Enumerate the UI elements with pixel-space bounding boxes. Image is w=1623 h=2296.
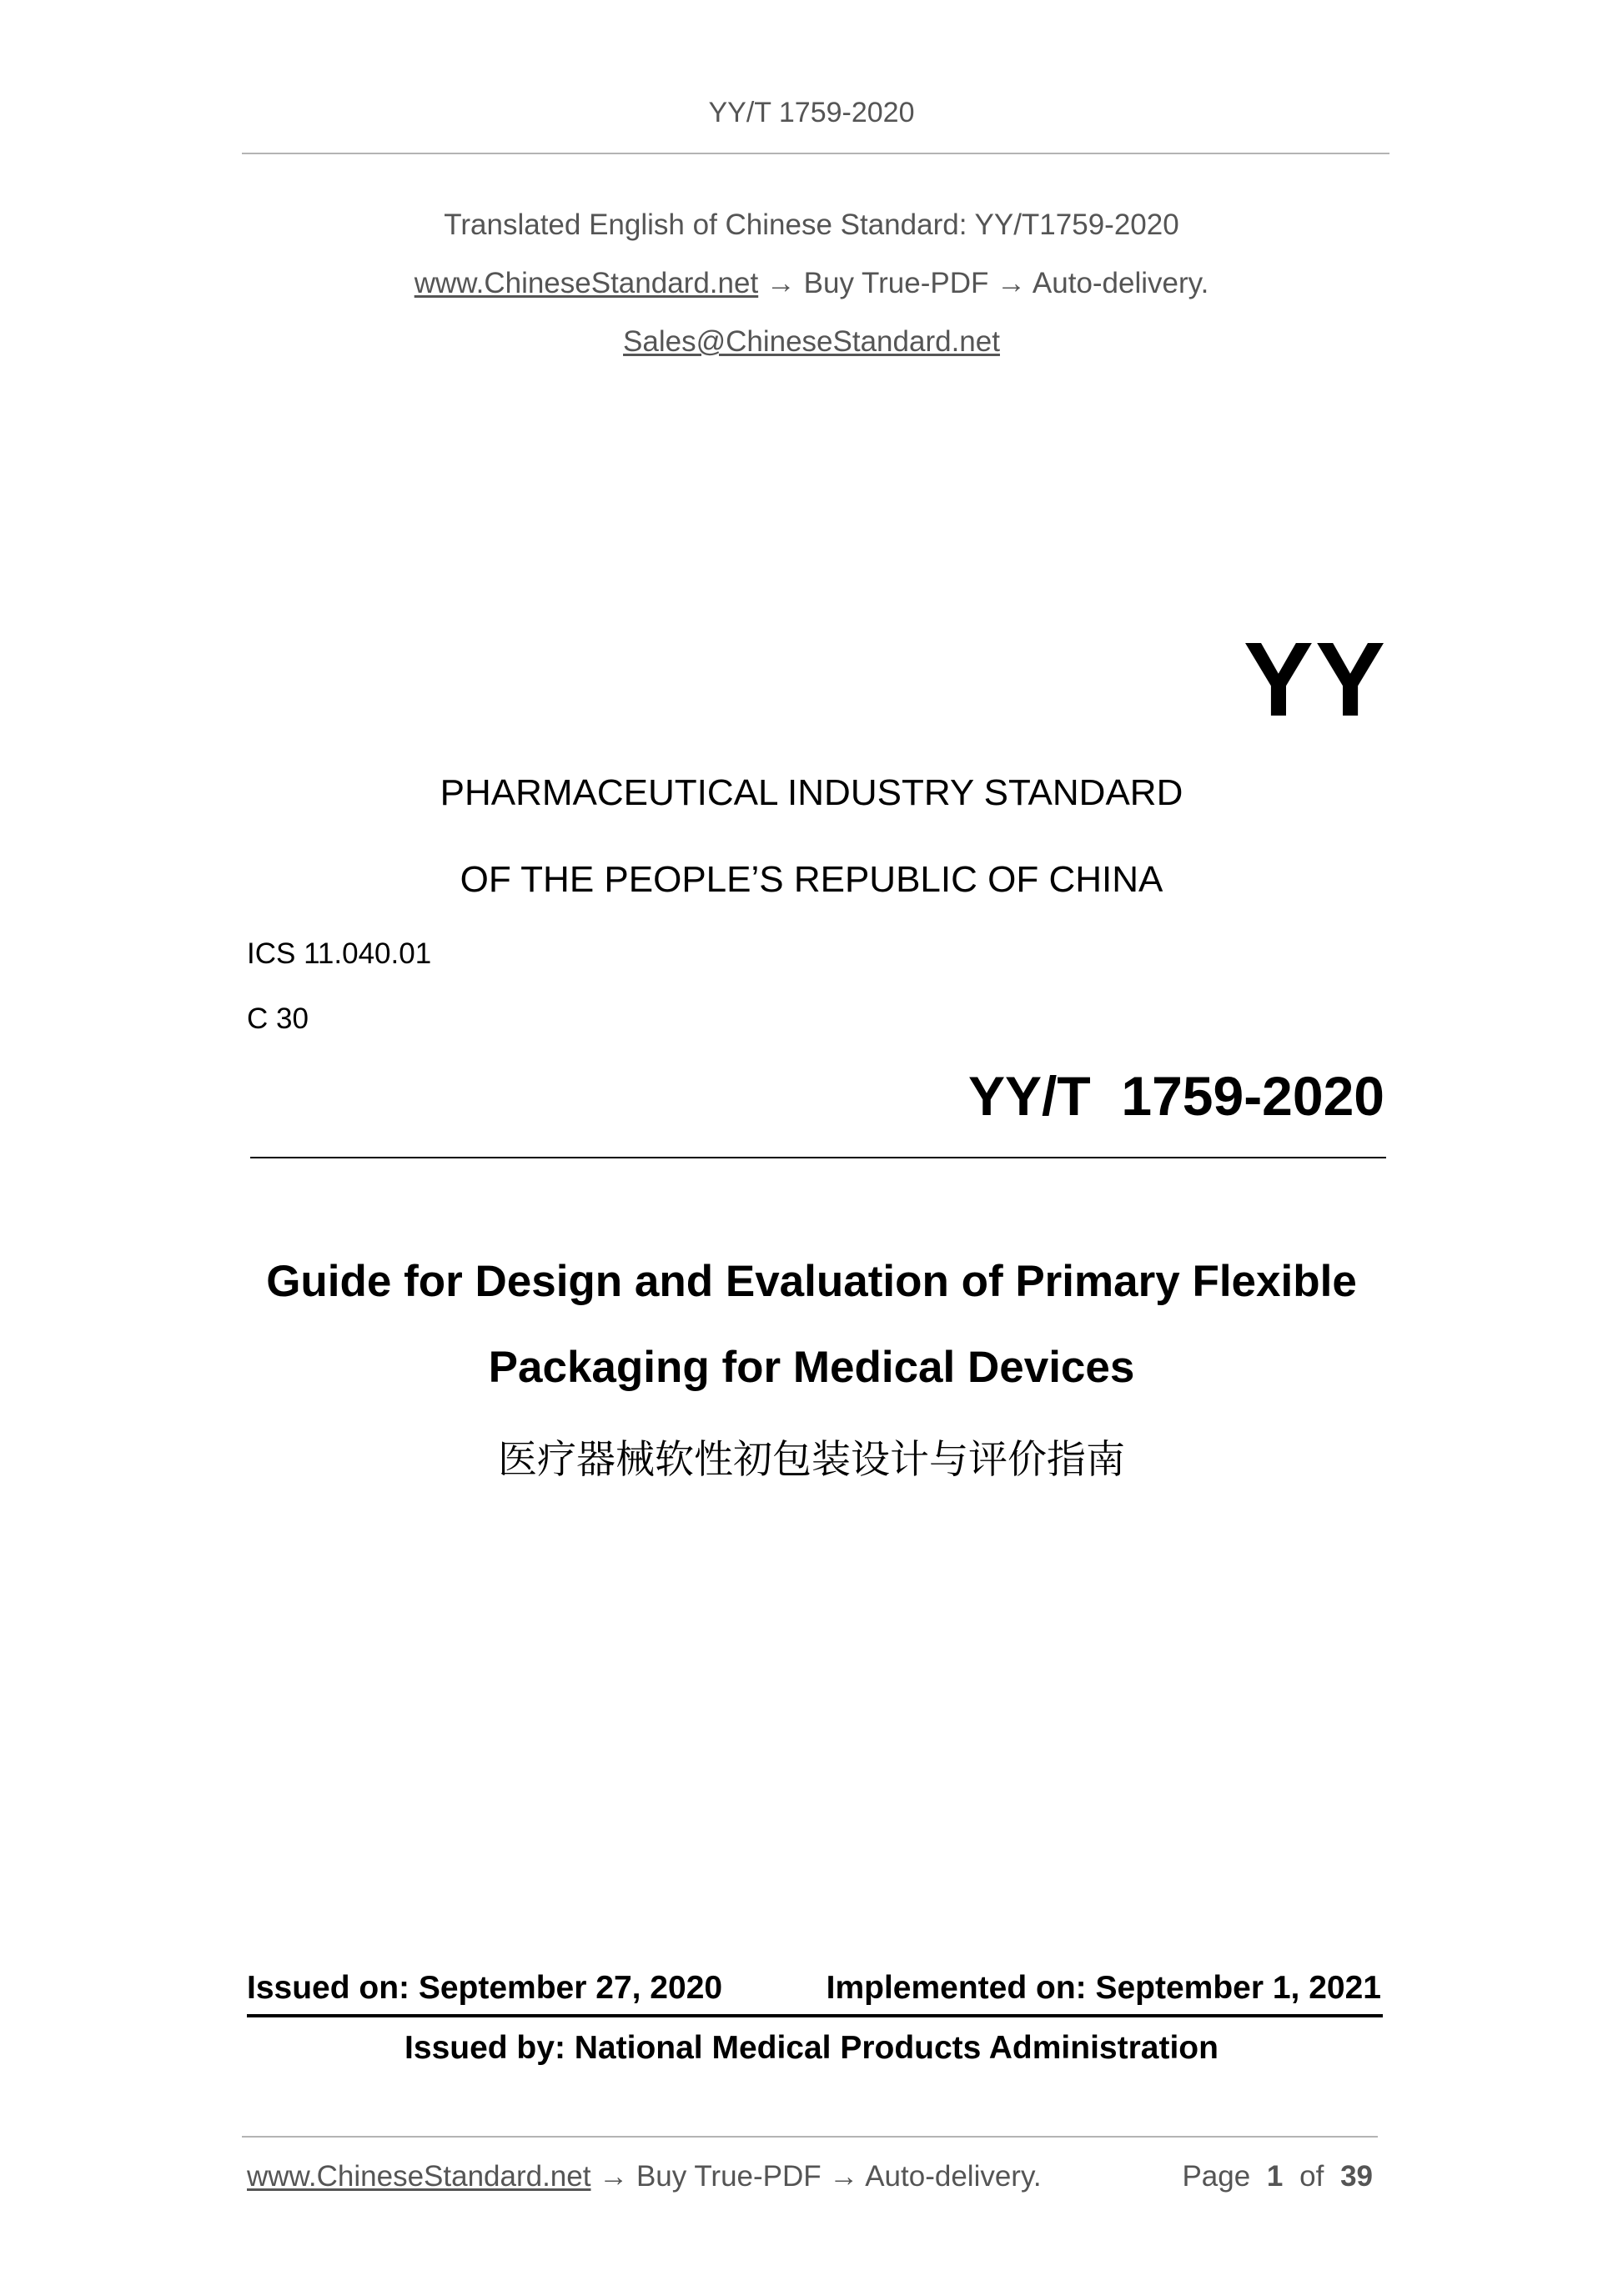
page-indicator [1182,2160,1373,2193]
footer-purchase-line [247,2160,1042,2193]
arrow-right-icon: → [829,2160,859,2193]
issued-by: Issued by: National Medical Products Administration [404,2030,1219,2066]
ics-code: ICS 11.040.01 [247,937,432,970]
industry-line-1: PHARMACEUTICAL INDUSTRY STANDARD [440,772,1183,813]
issued-on: Issued on: September 27, 2020 [247,1970,723,2006]
title-chinese: 医疗器械软性初包装设计与评价指南 [498,1437,1125,1481]
of-label: of [1299,2160,1324,2193]
running-title: YY/T 1759-2020 [708,97,915,128]
title-line-2: Packaging for Medical Devices [488,1343,1135,1392]
translation-note: Translated English of Chinese Standard: YY/T1759-2020 [444,208,1179,241]
website-link[interactable]: www.ChineseStandard.net [414,267,759,299]
issue-divider [247,2014,1383,2017]
sales-email-link[interactable]: Sales@ChineseStandard.net [623,325,1000,358]
footer-buy-text: Buy True-PDF [636,2160,822,2193]
standard-mark: YY [1243,620,1387,738]
arrow-right-icon: → [997,267,1027,299]
running-header [0,97,1623,129]
implemented-on: Implemented on: September 1, 2021 [826,1970,1381,2006]
footer-delivery-text: Auto-delivery. [865,2160,1042,2193]
title-divider [250,1157,1386,1158]
footer-website-link[interactable]: www.ChineseStandard.net [247,2160,591,2193]
translation-banner-line [0,208,1623,242]
arrow-right-icon: → [599,2160,629,2193]
footer-divider [242,2136,1378,2138]
standard-number: YY/T 1759-2020 [968,1065,1384,1127]
email-line [0,325,1623,359]
total-pages: 39 [1340,2160,1373,2193]
page-label: Page [1182,2160,1251,2193]
purchase-line [0,267,1623,300]
auto-delivery-text: Auto-delivery. [1032,267,1209,299]
header-divider [242,153,1389,154]
ccs-code: C 30 [247,1002,309,1035]
title-line-1: Guide for Design and Evaluation of Primary Flexible [266,1257,1357,1306]
arrow-right-icon: → [766,267,796,299]
industry-line-2: OF THE PEOPLE’S REPUBLIC OF CHINA [460,859,1163,900]
page-number: 1 [1266,2160,1284,2193]
buy-true-pdf-text: Buy True-PDF [803,267,989,299]
